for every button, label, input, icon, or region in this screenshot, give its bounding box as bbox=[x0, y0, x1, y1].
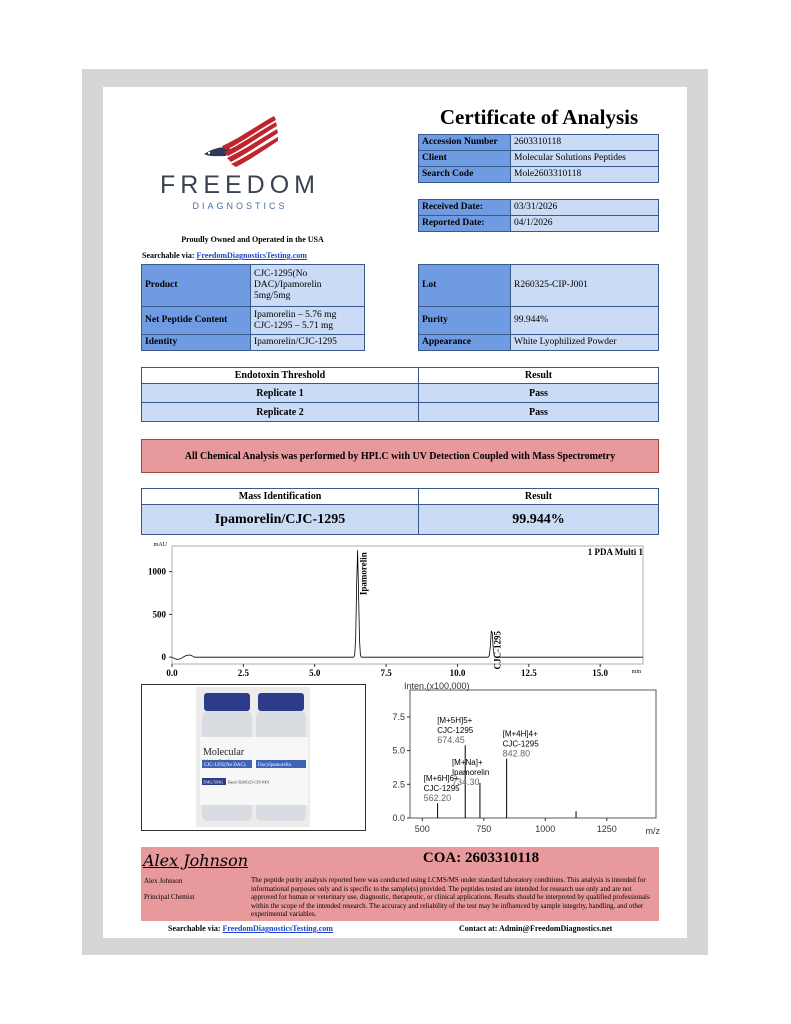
x-tick-label: 5.0 bbox=[309, 668, 321, 678]
endotoxin-header: Endotoxin Threshold bbox=[142, 368, 419, 384]
peak-annotation: [M+4H]4+ bbox=[502, 729, 538, 739]
mass-result-value: 99.944% bbox=[419, 505, 659, 535]
disclaimer: The peptide purity analysis reported here was conducted using LCMS/MS under standard laboratory conditions. This analysis is intended for informational purposes only and is specific to the sample(s) provided. The peptides tested are intended for research use only and are not approved for human or veterinary use, diagnostic, therapeutic, or clinical applications. Results should be interpreted by qualified professionals within the scope of the intended research. The accuracy and reliability of the test may be influenced by sample integrity, handling, and other experimental variables. bbox=[251, 876, 650, 919]
received-date-label: Received Date: bbox=[419, 200, 511, 216]
tagline: Proudly Owned and Operated in the USA bbox=[181, 235, 324, 244]
vial-sub: Solutions Peptides bbox=[203, 758, 233, 763]
chart-title: Inten.(x100,000) bbox=[404, 681, 470, 691]
vial-label-right: Dac)/Ipamorelin bbox=[258, 763, 292, 768]
peak-annotation: CJC-1295 bbox=[437, 726, 474, 736]
y-tick-label: 5.0 bbox=[392, 745, 405, 756]
lot-value: R260325-CIP-J001 bbox=[511, 265, 659, 307]
vial-cap-left bbox=[204, 693, 250, 711]
y-tick-label: 500 bbox=[152, 609, 166, 620]
eagle-flag-logo-icon bbox=[200, 112, 280, 168]
peak-annotation: CJC-1295 bbox=[502, 739, 539, 749]
table-row: Replicate 1 bbox=[142, 384, 419, 403]
product-value: CJC-1295(No DAC)/Ipamorelin 5mg/5mg bbox=[251, 265, 365, 307]
coa-number: COA: 2603310118 bbox=[422, 850, 540, 866]
vial-cap-right bbox=[258, 693, 304, 711]
peak-label: CJC-1295 bbox=[492, 630, 503, 670]
mass-id-header: Mass Identification bbox=[142, 489, 419, 505]
method-banner: All Chemical Analysis was performed by HPLC with UV Detection Coupled with Mass Spectrometry bbox=[141, 439, 659, 473]
identity-label: Identity bbox=[142, 335, 251, 351]
table-row: Replicate 2 bbox=[142, 403, 419, 422]
product-table bbox=[141, 264, 365, 351]
x-axis-label: m/z bbox=[645, 826, 660, 836]
x-tick-label: 7.5 bbox=[380, 668, 392, 678]
plot-area bbox=[172, 546, 643, 664]
product-label: Product bbox=[142, 265, 251, 307]
peak-annotation: [M+Na]+ bbox=[451, 757, 483, 767]
mass-id-value: Ipamorelin/CJC-1295 bbox=[142, 505, 419, 535]
x-tick-label: 1000 bbox=[535, 824, 556, 834]
searchable-via bbox=[142, 251, 307, 260]
footer-searchable bbox=[168, 924, 333, 933]
reported-date-value: 04/1/2026 bbox=[511, 216, 659, 232]
peak-value: 842.80 bbox=[502, 748, 531, 759]
y-axis-label: mAU bbox=[153, 542, 167, 548]
peak-annotation: [M+5H]5+ bbox=[437, 716, 473, 726]
vial-dose: 5MG/5MG bbox=[203, 779, 224, 785]
y-tick-label: 7.5 bbox=[392, 711, 405, 722]
signature: Alex Johnson bbox=[143, 851, 249, 870]
endotoxin-table bbox=[141, 367, 659, 422]
footer-searchable-link[interactable]: FreedomDiagnosticsTesting.com bbox=[222, 924, 333, 933]
appearance-label: Appearance bbox=[419, 335, 511, 351]
x-tick-label: 500 bbox=[414, 824, 430, 834]
chart-title: 1 PDA Multi 1 bbox=[587, 547, 643, 557]
search-code-value: Mole2603310118 bbox=[511, 167, 659, 183]
mass-id-table bbox=[141, 488, 659, 535]
peak-value: 734.30 bbox=[451, 776, 480, 787]
lot-label: Lot bbox=[419, 265, 511, 307]
peak-annotation: [M+6H]6+ bbox=[423, 774, 459, 784]
x-tick-label: 15.0 bbox=[592, 668, 609, 678]
accession-label: Accession Number bbox=[419, 135, 511, 151]
accession-value: 2603310118 bbox=[511, 135, 659, 151]
accession-table bbox=[418, 134, 659, 183]
product-photo-frame bbox=[141, 684, 366, 831]
mass-result-header: Result bbox=[419, 489, 659, 505]
peak-annotation: Ipamorelin bbox=[451, 767, 490, 777]
x-tick-label: 2.5 bbox=[237, 668, 249, 678]
vial-photo bbox=[142, 685, 365, 830]
vial-label-left: CJC-1295(No DAC) bbox=[204, 763, 246, 768]
series-line bbox=[172, 550, 643, 659]
chemist-name: Alex Johnson bbox=[144, 877, 183, 885]
endotoxin-result-header: Result bbox=[419, 368, 659, 384]
y-tick-label: 0 bbox=[161, 652, 166, 663]
brand-name: FREEDOM bbox=[160, 171, 320, 199]
net-peptide-value: Ipamorelin – 5.76 mg CJC-1295 – 5.71 mg bbox=[251, 307, 365, 335]
x-tick-label: 10.0 bbox=[449, 668, 466, 678]
brand-subtitle: DIAGNOSTICS bbox=[192, 201, 288, 211]
received-date-value: 03/31/2026 bbox=[511, 200, 659, 216]
search-code-label: Search Code bbox=[419, 167, 511, 183]
purity-value: 99.944% bbox=[511, 307, 659, 335]
footer-searchable-label: Searchable via: bbox=[168, 924, 221, 933]
vial-brand: Molecular bbox=[203, 747, 245, 758]
x-tick-label: 750 bbox=[476, 824, 492, 834]
net-peptide-label: Net Peptide Content bbox=[142, 307, 251, 335]
x-tick-label: 12.5 bbox=[520, 668, 537, 678]
x-axis-label: min bbox=[631, 669, 641, 675]
reported-date-label: Reported Date: bbox=[419, 216, 511, 232]
y-tick-label: 2.5 bbox=[392, 779, 405, 790]
y-tick-label: 1000 bbox=[148, 566, 166, 577]
replicate-result: Pass bbox=[419, 384, 659, 403]
y-tick-label: 0.0 bbox=[392, 813, 405, 823]
purity-label: Purity bbox=[419, 307, 511, 335]
searchable-link[interactable]: FreedomDiagnosticsTesting.com bbox=[196, 251, 307, 260]
peak-label: Ipamorelin bbox=[358, 552, 369, 596]
peak-value: 562.20 bbox=[423, 793, 452, 804]
footer-contact[interactable]: Contact at: Admin@FreedomDiagnostics.net bbox=[459, 924, 613, 933]
coa-signature-box bbox=[141, 847, 659, 921]
x-tick-label: 0.0 bbox=[166, 668, 178, 678]
appearance-value: White Lyophilized Powder bbox=[511, 335, 659, 351]
peak-annotation: CJC-1295 bbox=[423, 784, 460, 794]
searchable-label: Searchable via: bbox=[142, 251, 195, 260]
vial-batch: Batch R260325-CIP-J001 bbox=[228, 779, 270, 785]
hplc-chromatogram bbox=[141, 540, 653, 680]
replicate-result: Pass bbox=[419, 403, 659, 422]
peak-value: 674.45 bbox=[437, 735, 465, 746]
client-value: Molecular Solutions Peptides bbox=[511, 151, 659, 167]
dates-table bbox=[418, 199, 659, 232]
client-label: Client bbox=[419, 151, 511, 167]
lot-table bbox=[418, 264, 659, 351]
page-title: Certificate of Analysis bbox=[439, 105, 639, 129]
mass-spectrum bbox=[372, 680, 662, 838]
x-tick-label: 1250 bbox=[596, 824, 617, 834]
identity-value: Ipamorelin/CJC-1295 bbox=[251, 335, 365, 351]
chemist-role: Principal Chemist bbox=[144, 893, 195, 901]
